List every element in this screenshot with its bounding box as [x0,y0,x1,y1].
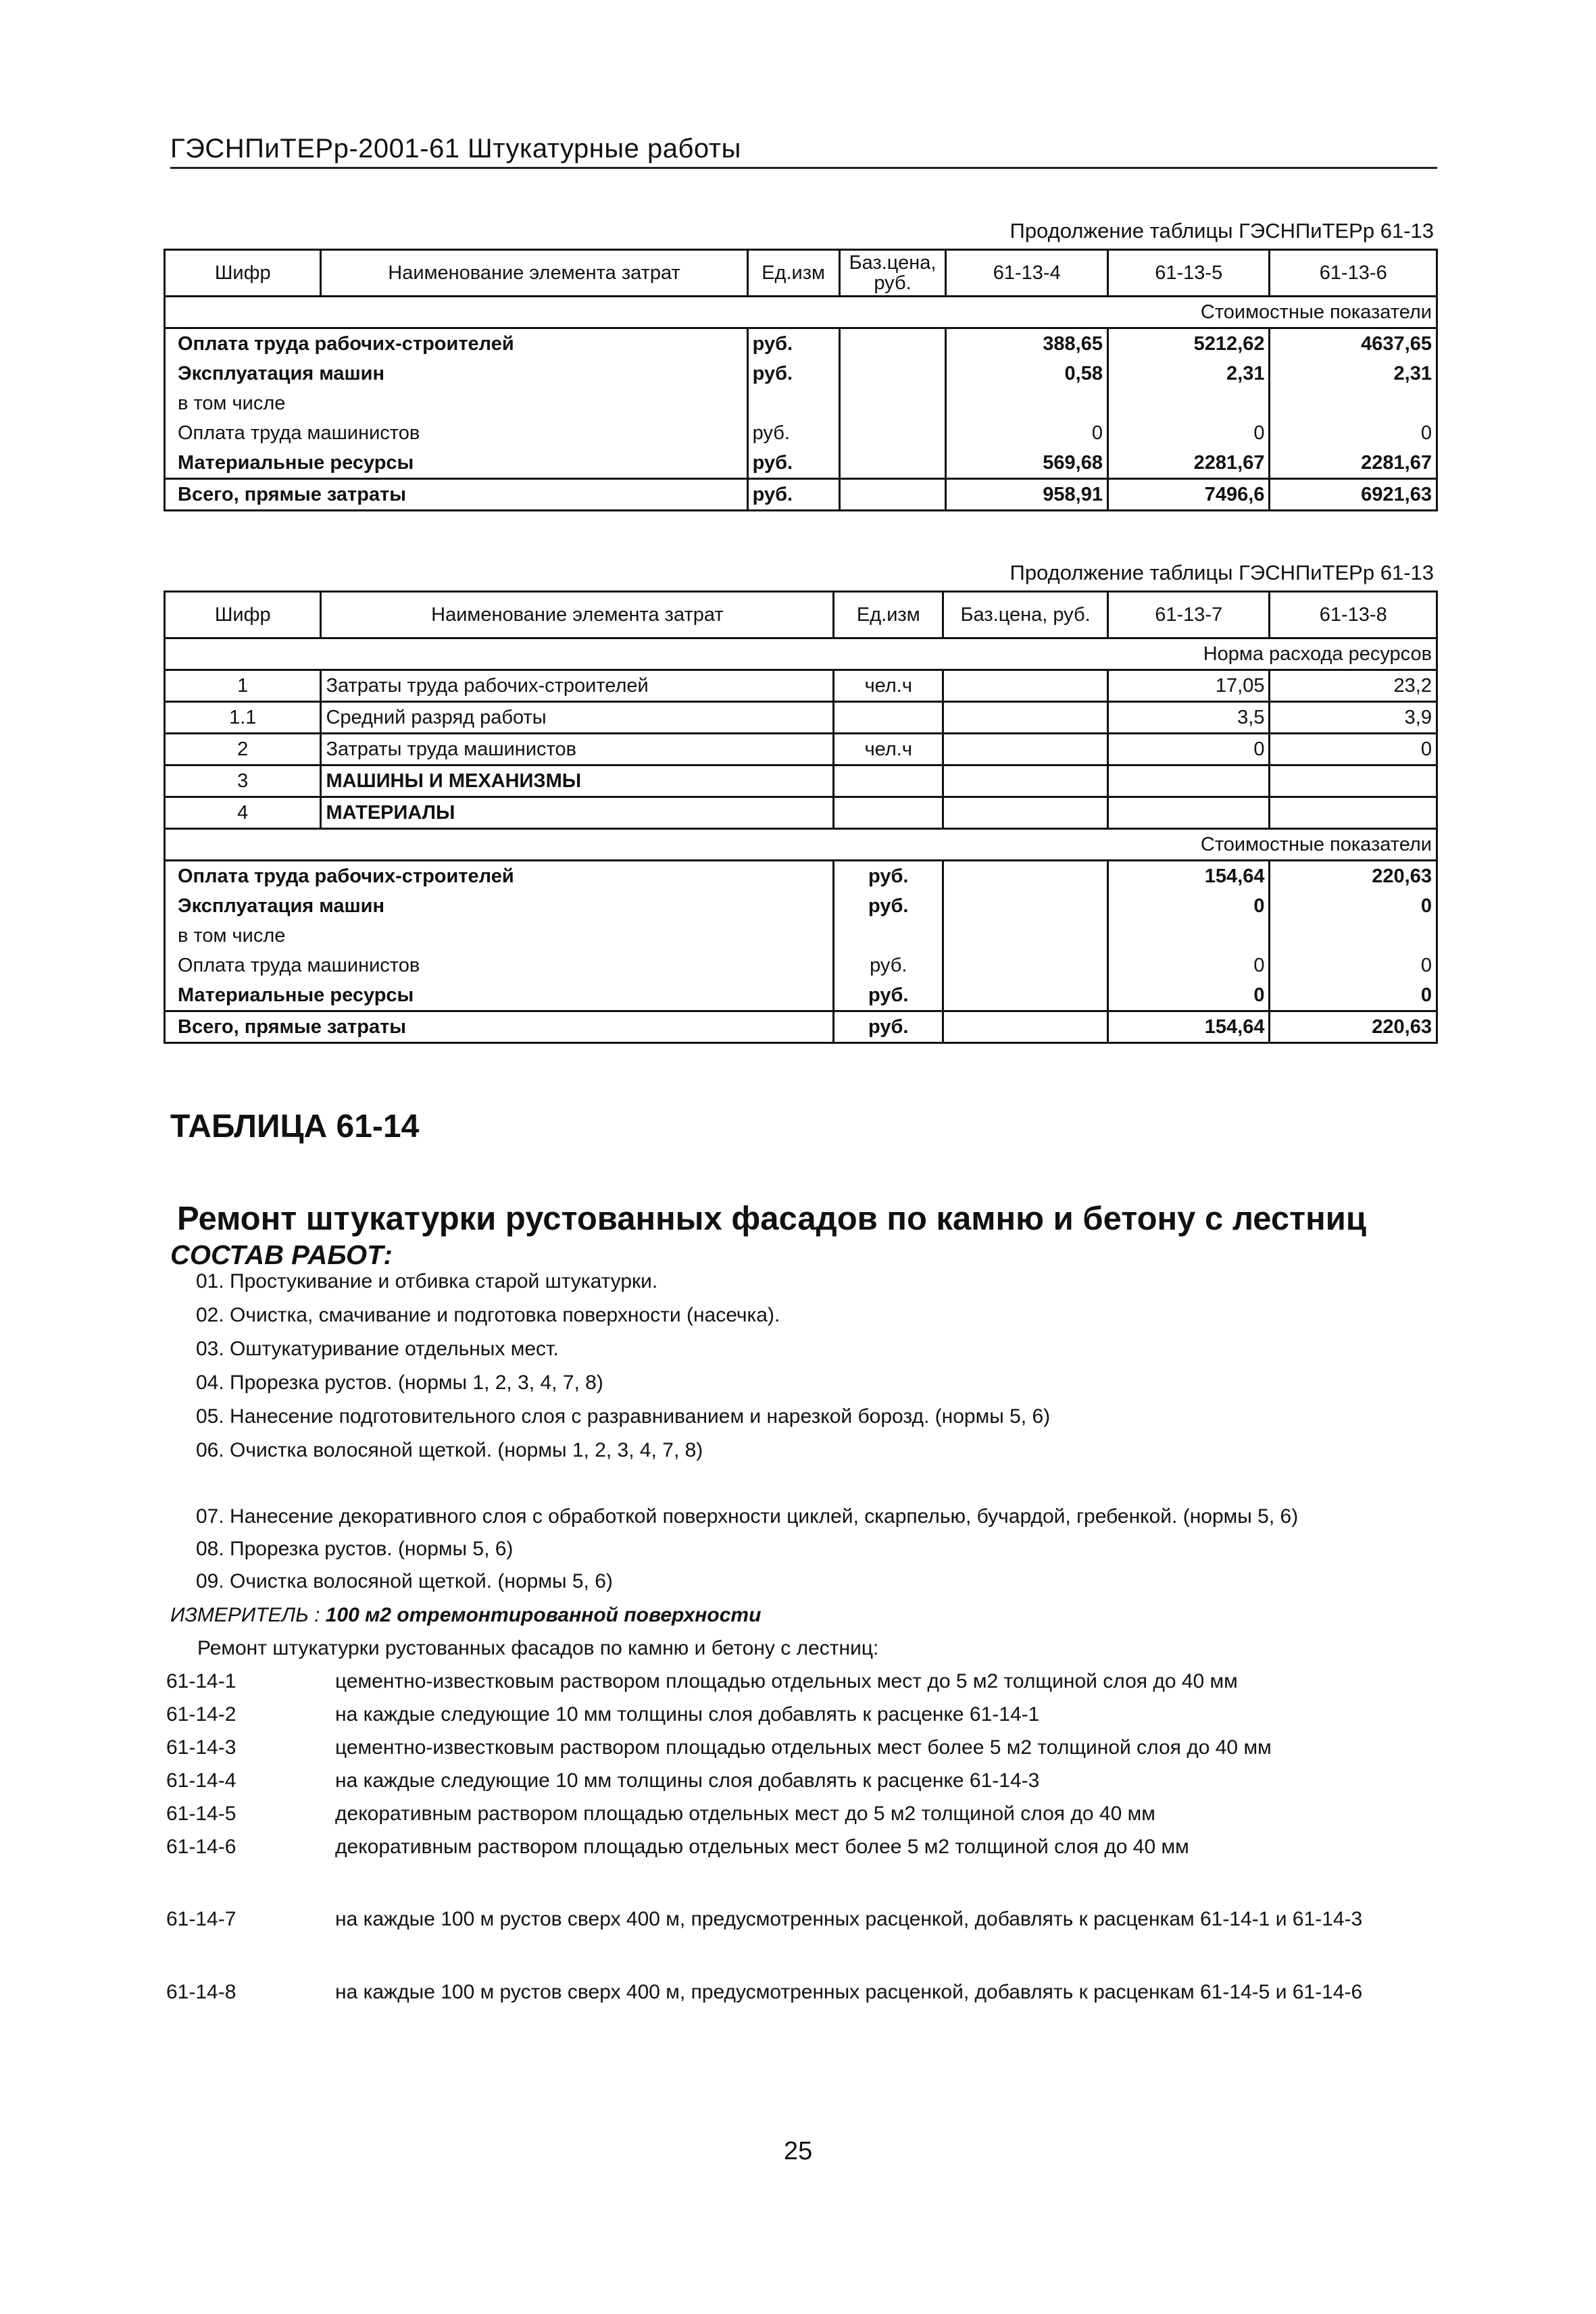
table2-cost-row [165,921,1437,951]
rate-description: на каждые 100 м рустов сверх 400 м, предусмотренных расценкой, добавлять к расценкам 61-14-5 и 61-14-6 [335,1981,1363,2003]
table2-cost-row [165,1011,1437,1043]
table2-code-cell: 3 [165,765,321,797]
table2-value-cell [1108,797,1270,829]
table2-continuation: Продолжение таблицы ГЭСНПиТЕРр 61-13 [1009,561,1434,584]
work-item: 04. Прорезка рустов. (нормы 1, 2, 3, 4, 7, 8) [196,1372,603,1394]
rate-description: декоративным раствором площадью отдельных мест более 5 м2 толщиной слоя до 40 мм [335,1836,1189,1858]
table2-value-cell: 0 [1270,951,1437,980]
table1-section-label: Стоимостные показатели [165,297,1437,328]
table2-cost-row [165,980,1437,1011]
table1-price-cell [839,328,946,359]
table1-row [165,418,1437,448]
rate-code: 61-14-1 [166,1670,236,1692]
table1-header-cell: 61-13-5 [1107,250,1270,297]
table2-value-cell: 0 [1108,980,1270,1011]
table1-value-cell: 0 [1107,418,1270,448]
table2-norm-row [165,702,1437,734]
table2-price-cell [943,891,1108,921]
table2-header-cell: Баз.цена, руб. [943,592,1108,638]
table1-value-cell [1270,388,1437,418]
rate-code: 61-14-8 [166,1981,236,2003]
rate-code: 61-14-3 [166,1736,236,1759]
table2-unit-cell [834,797,943,829]
table-title: ТАБЛИЦА 61-14 [170,1109,420,1145]
table1-value-cell [946,388,1107,418]
table1-unit-cell: руб. [747,328,839,359]
table2-norm-body [165,670,1437,829]
table2-unit-cell: руб. [834,1011,943,1043]
work-item: 08. Прорезка рустов. (нормы 5, 6) [196,1538,514,1560]
table1 [164,249,1438,511]
table1-row [165,328,1437,359]
table2-unit-cell [834,765,943,797]
measurement-value: 100 м2 отремонтированной поверхности [325,1604,762,1626]
table2-norm-row [165,734,1437,765]
rate-code: 61-14-5 [166,1803,236,1825]
rate-description: на каждые 100 м рустов сверх 400 м, предусмотренных расценкой, добавлять к расценкам 61-14-1 и 61-14-3 [335,1908,1363,1930]
table1-price-cell [839,448,946,479]
table2-value-cell: 17,05 [1108,670,1270,702]
work-composition-heading: СОСТАВ РАБОТ: [170,1240,393,1270]
table2-code-cell: 4 [165,797,321,829]
table1-row [165,479,1437,511]
table2-unit-cell: чел.ч [834,734,943,765]
table2-name-cell: Материальные ресурсы [165,980,834,1011]
table1-value-cell: 4637,65 [1270,328,1437,359]
table2-price-cell [943,861,1108,892]
table2-name-cell: в том числе [165,921,834,951]
table2-name-cell: Эксплуатация машин [165,891,834,921]
table1-row [165,448,1437,479]
table2-value-cell: 220,63 [1270,861,1437,892]
table1-header-cell: Наименование элемента затрат [321,250,747,297]
table2-value-cell: 0 [1270,980,1437,1011]
table2-price-cell [943,951,1108,980]
rate-description: декоративным раствором площадью отдельных мест до 5 м2 толщиной слоя до 40 мм [335,1803,1155,1825]
table2-cost-row [165,891,1437,921]
table2-unit-cell [834,921,943,951]
rate-description: на каждые следующие 10 мм толщины слоя добавлять к расценке 61-14-3 [335,1769,1040,1792]
table2-cost-section-label: Стоимостные показатели [165,829,1437,861]
table2-norm-section-label: Норма расхода ресурсов [165,638,1437,670]
table1-header-cell: Шифр [165,250,321,297]
measurement-label: ИЗМЕРИТЕЛЬ : [170,1604,320,1626]
table2-unit-cell: руб. [834,861,943,892]
table1-name-cell: Оплата труда рабочих-строителей [165,328,748,359]
table2-value-cell: 0 [1270,891,1437,921]
table2-name-cell: Всего, прямые затраты [165,1011,834,1043]
table1-continuation: Продолжение таблицы ГЭСНПиТЕРр 61-13 [1009,219,1434,243]
work-item: 09. Очистка волосяной щеткой. (нормы 5, 6) [196,1570,613,1592]
table2-header-cell: Наименование элемента затрат [321,592,834,638]
table1-price-cell [839,359,946,388]
table2 [164,590,1438,1044]
table2-value-cell: 154,64 [1108,861,1270,892]
table2-header-cell: Шифр [165,592,321,638]
work-item: 02. Очистка, смачивание и подготовка поверхности (насечка). [196,1304,780,1326]
rate-description: цементно-известковым раствором площадью отдельных мест более 5 м2 толщиной слоя до 40 мм [335,1736,1272,1759]
table2-price-cell [943,734,1108,765]
table1-value-cell: 0 [1270,418,1437,448]
table2-value-cell: 3,5 [1108,702,1270,734]
table2-value-cell [1108,921,1270,951]
table2-price-cell [943,1011,1108,1043]
table1-header-row [165,250,1437,297]
table2-norm-row [165,670,1437,702]
table1-value-cell: 388,65 [946,328,1107,359]
table2-unit-cell [834,702,943,734]
work-item: 05. Нанесение подготовительного слоя с разравниванием и нарезкой борозд. (нормы 5, 6) [196,1405,1051,1428]
work-item: 01. Простукивание и отбивка старой штукатурки. [196,1270,658,1292]
section-subtitle: Ремонт штукатурки рустованных фасадов по камню и бетону с лестниц [177,1201,1367,1237]
table2-code-cell: 1.1 [165,702,321,734]
table2-header-row [165,592,1437,638]
table1-header-cell: 61-13-6 [1270,250,1437,297]
table2-unit-cell: руб. [834,951,943,980]
table1-unit-cell [747,388,839,418]
table2-name-cell: МАТЕРИАЛЫ [321,797,834,829]
table1-value-cell: 569,68 [946,448,1107,479]
table2-value-cell [1108,765,1270,797]
table2-cost-body [165,861,1437,1043]
rate-code: 61-14-2 [166,1703,236,1726]
table2-header-cell: 61-13-8 [1270,592,1437,638]
table1-value-cell: 2281,67 [1270,448,1437,479]
table1-section-row [165,297,1437,328]
table2-code-cell: 2 [165,734,321,765]
measurement-unit [170,1604,761,1627]
page-number: 25 [784,2137,813,2165]
table2-name-cell: Затраты труда рабочих-строителей [321,670,834,702]
table2-name-cell: Оплата труда машинистов [165,951,834,980]
table2-unit-cell: руб. [834,891,943,921]
table2-norm-row [165,765,1437,797]
table2-price-cell [943,702,1108,734]
table1-value-cell: 958,91 [946,479,1107,511]
table1-row [165,359,1437,388]
table2-name-cell: Оплата труда рабочих-строителей [165,861,834,892]
table1-value-cell [1107,388,1270,418]
table2-norm-row [165,797,1437,829]
table2-unit-cell: чел.ч [834,670,943,702]
table2-code-cell: 1 [165,670,321,702]
table2-unit-cell: руб. [834,980,943,1011]
rate-description: на каждые следующие 10 мм толщины слоя добавлять к расценке 61-14-1 [335,1703,1040,1726]
table1-header-cell: 61-13-4 [946,250,1107,297]
table2-value-cell: 23,2 [1270,670,1437,702]
table1-name-cell: в том числе [165,388,748,418]
table1-value-cell: 7496,6 [1107,479,1270,511]
table2-value-cell [1270,797,1437,829]
table1-header-cell: Ед.изм [747,250,839,297]
rate-code: 61-14-7 [166,1908,236,1930]
table1-name-cell: Материальные ресурсы [165,448,748,479]
work-item: 07. Нанесение декоративного слоя с обработкой поверхности циклей, скарпелью, бучардой, гребенкой. (нормы 5, 6) [196,1505,1299,1528]
table1-unit-cell: руб. [747,479,839,511]
table2-value-cell: 0 [1108,891,1270,921]
table1-value-cell: 2,31 [1270,359,1437,388]
table2-price-cell [943,980,1108,1011]
table2-value-cell: 0 [1270,734,1437,765]
table1-unit-cell: руб. [747,448,839,479]
rate-description: цементно-известковым раствором площадью отдельных мест до 5 м2 толщиной слоя до 40 мм [335,1670,1238,1692]
table2-price-cell [943,921,1108,951]
table2-norm-section-row [165,638,1437,670]
table1-unit-cell: руб. [747,359,839,388]
work-item: 06. Очистка волосяной щеткой. (нормы 1, 2, 3, 4, 7, 8) [196,1439,703,1461]
table2-header-cell: 61-13-7 [1108,592,1270,638]
table1-price-cell [839,418,946,448]
table1-body [165,328,1437,511]
table2-cost-row [165,951,1437,980]
table1-header-cell: Баз.цена, руб. [839,250,946,297]
table2-price-cell [943,670,1108,702]
table1-row [165,388,1437,418]
table1-price-cell [839,479,946,511]
table2-value-cell: 154,64 [1108,1011,1270,1043]
table2-name-cell: Средний разряд работы [321,702,834,734]
work-item: 03. Оштукатуривание отдельных мест. [196,1338,559,1360]
rate-code: 61-14-4 [166,1769,236,1792]
table2-header-cell: Ед.изм [834,592,943,638]
table1-value-cell: 5212,62 [1107,328,1270,359]
table1-price-cell [839,388,946,418]
table2-name-cell: МАШИНЫ И МЕХАНИЗМЫ [321,765,834,797]
rates-intro: Ремонт штукатурки рустованных фасадов по камню и бетону с лестниц: [197,1637,879,1659]
document-header: ГЭСНПиТЕРр-2001-61 Штукатурные работы [170,134,1437,169]
rate-code: 61-14-6 [166,1836,236,1858]
table2-cost-row [165,861,1437,892]
table1-value-cell: 6921,63 [1270,479,1437,511]
table2-value-cell: 220,63 [1270,1011,1437,1043]
table2-name-cell: Затраты труда машинистов [321,734,834,765]
table2-value-cell [1270,765,1437,797]
table1-value-cell: 2281,67 [1107,448,1270,479]
table2-price-cell [943,797,1108,829]
table1-name-cell: Оплата труда машинистов [165,418,748,448]
table2-value-cell: 3,9 [1270,702,1437,734]
table1-name-cell: Всего, прямые затраты [165,479,748,511]
table1-value-cell: 2,31 [1107,359,1270,388]
table1-name-cell: Эксплуатация машин [165,359,748,388]
table2-price-cell [943,765,1108,797]
table2-value-cell: 0 [1108,951,1270,980]
table1-unit-cell: руб. [747,418,839,448]
table2-value-cell [1270,921,1437,951]
table1-value-cell: 0,58 [946,359,1107,388]
table2-cost-section-row [165,829,1437,861]
table2-value-cell: 0 [1108,734,1270,765]
table1-value-cell: 0 [946,418,1107,448]
